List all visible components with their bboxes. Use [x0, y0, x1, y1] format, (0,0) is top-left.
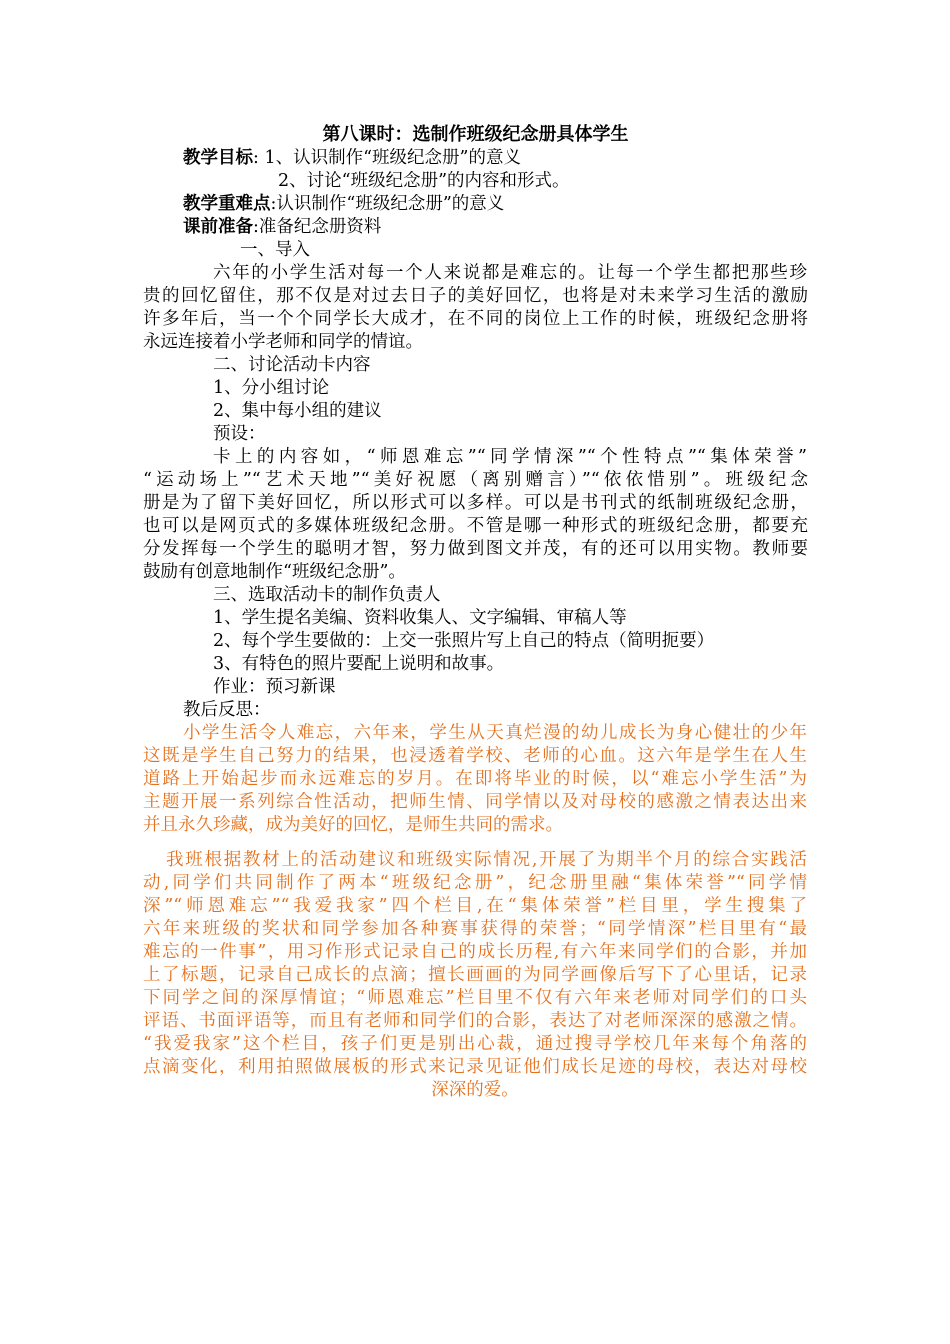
section1-line: 六年的小学生活对每一个人来说都是难忘的。让每一个学生都把那些珍	[213, 263, 807, 283]
prep-label: 课前准备	[183, 217, 253, 237]
section3-item-2: 2、每个学生要做的：上交一张照片写上自己的特点（简明扼要）	[213, 631, 715, 651]
section3-item-1: 1、学生提名美编、资料收集人、文字编辑、审稿人等	[213, 608, 627, 628]
reflection-para2-line: 评语、书面评语等，而且有老师和同学们的合影，表达了对老师深深的感激之情。	[143, 1011, 807, 1031]
section2-line: 分发挥每一个学生的聪明才智，努力做到图文并茂，有的还可以用实物。教师要	[143, 539, 808, 559]
reflection-para1-line: 并且永久珍藏，成为美好的回忆，是师生共同的需求。	[143, 815, 563, 835]
reflection-para2-line: 动,同学们共同制作了两本“班级纪念册”，纪念册里融“集体荣誉”“同学情	[143, 873, 807, 893]
section2-line: 卡上的内容如，“师恩难忘”“同学情深”“个性特点”“集体荣誉”	[213, 447, 807, 467]
reflection-para2-line: “我爱我家”这个栏目，孩子们更是别出心裁，通过搜寻学校几年来每个角落的	[143, 1034, 807, 1054]
goals-item-1: 1、认识制作“班级纪念册”的意义	[264, 148, 521, 168]
reflection-para2-line: 上了标题，记录自己成长的点滴；擅长画画的为同学画像后写下了心里话，记录	[143, 965, 807, 985]
section1-heading: 一、导入	[240, 240, 310, 260]
reflection-para2-line: 我班根据教材上的活动建议和班级实际情况,开展了为期半个月的综合实践活	[166, 850, 807, 870]
reflection-para1-line: 主题开展一系列综合性活动，把师生情、同学情以及对母校的感激之情表达出来	[143, 792, 807, 812]
goals-colon: :	[253, 148, 265, 168]
reflection-para2-line: 深深的爱。	[431, 1080, 519, 1100]
reflection-para2-line: 下同学之间的深厚情谊；“师恩难忘”栏目里不仅有六年来老师对同学们的口头	[143, 988, 807, 1008]
section3-heading: 三、选取活动卡的制作负责人	[213, 585, 441, 605]
reflection-para2-line: 难忘的一件事”，用习作形式记录自己的成长历程,有六年来同学们的合影，并加	[143, 942, 807, 962]
section2-line: “运动场上”“艺术天地”“美好祝愿（离别赠言）”“依依惜别”。班级纪念	[143, 470, 808, 490]
difficulty-label: 教学重难点	[183, 194, 271, 214]
section3-item-3: 3、有特色的照片要配上说明和故事。	[213, 654, 505, 674]
difficulty-text: :认识制作“班级纪念册”的意义	[270, 194, 505, 214]
reflection-para2-line: 点滴变化，利用拍照做展板的形式来记录见证他们成长足迹的母校，表达对母校	[143, 1057, 807, 1077]
difficulty-line	[183, 193, 853, 216]
goals-item-2: 2、讨论“班级纪念册”的内容和形式。	[278, 171, 570, 191]
section2-heading: 二、讨论活动卡内容	[213, 355, 371, 375]
reflection-para1-line: 道路上开始起步而永远难忘的岁月。在即将毕业的时候，以“难忘小学生活”为	[143, 769, 807, 789]
section2-item-1: 1、分小组讨论	[213, 378, 330, 398]
section2-line: 也可以是网页式的多媒体班级纪念册。不管是哪一种形式的班级纪念册，都要充	[143, 516, 808, 536]
prep-text: :准备纪念册资料	[253, 217, 382, 237]
preset-label: 预设：	[213, 424, 266, 444]
section1-line: 许多年后，当一个个同学长大成才，在不同的岗位上工作的时候，班级纪念册将	[143, 309, 808, 329]
reflection-label: 教后反思：	[183, 700, 271, 720]
section2-line: 册是为了留下美好回忆，所以形式可以多样。可以是书刊式的纸制班级纪念册，	[143, 493, 808, 513]
section2-line: 鼓励有创意地制作“班级纪念册”。	[143, 562, 406, 582]
section1-line: 贵的回忆留住，那不仅是对过去日子的美好回忆，也将是对未来学习生活的激励	[143, 286, 808, 306]
goals-label: 教学目标	[183, 148, 253, 168]
reflection-para2-line: 深”“师恩难忘”“我爱我家”四个栏目,在“集体荣誉”栏目里，学生搜集了	[143, 896, 807, 916]
page-title: 第八课时：选制作班级纪念册具体学生	[322, 124, 629, 145]
prep-line	[183, 216, 853, 239]
homework: 作业：预习新课	[213, 677, 336, 697]
section1-line: 永远连接着小学老师和同学的情谊。	[143, 332, 423, 352]
section2-item-2: 2、集中每小组的建议	[213, 401, 382, 421]
reflection-para1-line: 小学生活令人难忘，六年来，学生从天真烂漫的幼儿成长为身心健壮的少年	[183, 723, 807, 743]
goals-line-1	[183, 147, 853, 170]
reflection-para1-line: 这既是学生自己努力的结果，也浸透着学校、老师的心血。这六年是学生在人生	[143, 746, 807, 766]
reflection-para2-line: 六年来班级的奖状和同学参加各种赛事获得的荣誉；“同学情深”栏目里有“最	[143, 919, 807, 939]
